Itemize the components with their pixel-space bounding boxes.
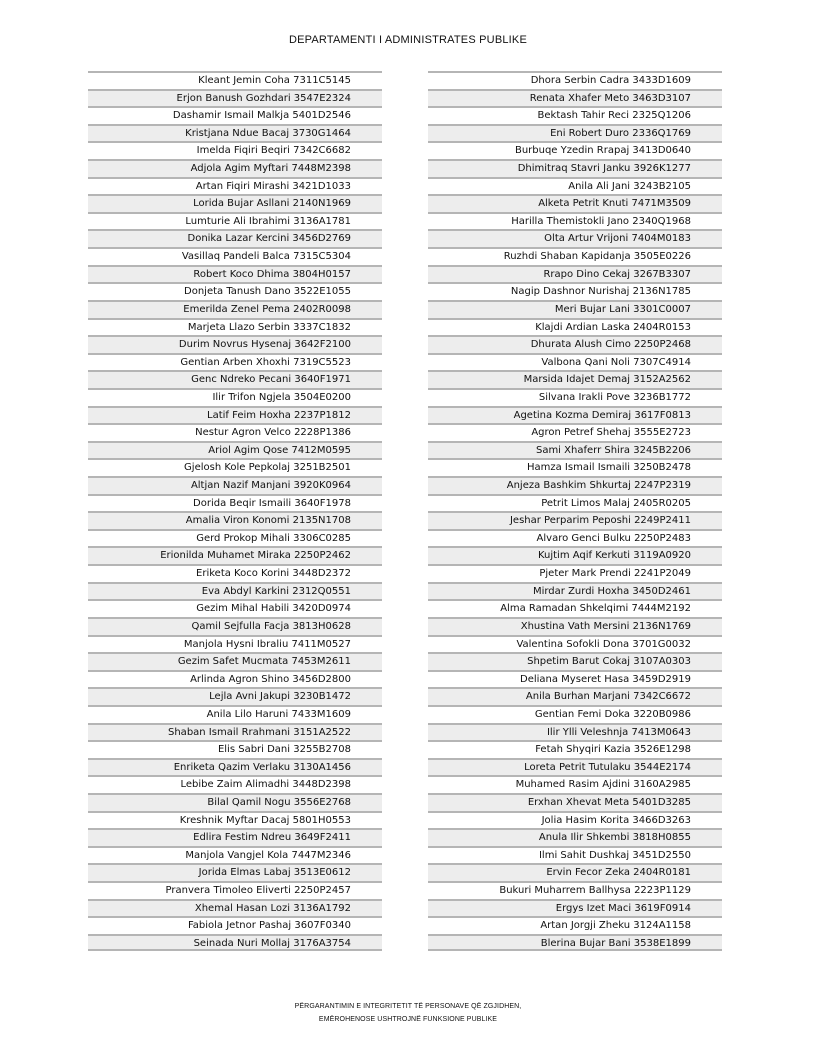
list-item: Manjola Hysni Ibraliu 7411M0527 <box>88 635 382 653</box>
list-item: Erjon Banush Gozhdari 3547E2324 <box>88 89 382 107</box>
right-name-column <box>428 71 722 951</box>
list-item: Ariol Agim Qose 7412M0595 <box>88 441 382 459</box>
page-title: DEPARTAMENTI I ADMINISTRATES PUBLIKE <box>288 34 528 46</box>
list-item: Donjeta Tanush Dano 3522E1055 <box>88 282 382 300</box>
list-item: Eriketa Koco Korini 3448D2372 <box>88 564 382 582</box>
list-item: Silvana Irakli Pove 3236B1772 <box>428 388 722 406</box>
list-item: Latif Feim Hoxha 2237P1812 <box>88 406 382 424</box>
list-item: Gezim Safet Mucmata 7453M2611 <box>88 652 382 670</box>
list-item: Vasillaq Pandeli Balca 7315C5304 <box>88 247 382 265</box>
list-item: Anila Burhan Marjani 7342C6672 <box>428 687 722 705</box>
list-item: Alma Ramadan Shkelqimi 7444M2192 <box>428 599 722 617</box>
list-item: Hamza Ismail Ismaili 3250B2478 <box>428 458 722 476</box>
list-item: Ergys Izet Maci 3619F0914 <box>428 899 722 917</box>
list-item: Valbona Qani Noli 7307C4914 <box>428 353 722 371</box>
list-item: Muhamed Rasim Ajdini 3160A2985 <box>428 775 722 793</box>
list-item: Anila Lilo Haruni 7433M1609 <box>88 705 382 723</box>
list-item: Rrapo Dino Cekaj 3267B3307 <box>428 265 722 283</box>
list-item: Gjelosh Kole Pepkolaj 3251B2501 <box>88 458 382 476</box>
list-item: Gentian Arben Xhoxhi 7319C5523 <box>88 353 382 371</box>
list-item: Kleant Jemin Coha 7311C5145 <box>88 71 382 89</box>
list-item: Kristjana Ndue Bacaj 3730G1464 <box>88 124 382 142</box>
list-item: Gerd Prokop Mihali 3306C0285 <box>88 529 382 547</box>
list-item: Marjeta Llazo Serbin 3337C1832 <box>88 318 382 336</box>
list-item: Bektash Tahir Reci 2325Q1206 <box>428 106 722 124</box>
list-item: Blerina Bujar Bani 3538E1899 <box>428 934 722 952</box>
list-item: Enriketa Qazim Verlaku 3130A1456 <box>88 758 382 776</box>
list-item: Xhemal Hasan Lozi 3136A1792 <box>88 899 382 917</box>
list-item: Jeshar Perparim Peposhi 2249P2411 <box>428 511 722 529</box>
list-item: Bilal Qamil Nogu 3556E2768 <box>88 793 382 811</box>
list-item: Amalia Viron Konomi 2135N1708 <box>88 511 382 529</box>
list-item: Shpetim Barut Cokaj 3107A0303 <box>428 652 722 670</box>
list-item: Mirdar Zurdi Hoxha 3450D2461 <box>428 582 722 600</box>
list-item: Ilir Trifon Ngjela 3504E0200 <box>88 388 382 406</box>
list-item: Kujtim Aqif Kerkuti 3119A0920 <box>428 546 722 564</box>
list-item: Jolia Hasim Korita 3466D3263 <box>428 811 722 829</box>
list-item: Manjola Vangjel Kola 7447M2346 <box>88 846 382 864</box>
list-item: Valentina Sofokli Dona 3701G0032 <box>428 635 722 653</box>
list-item: Nestur Agron Velco 2228P1386 <box>88 423 382 441</box>
list-item: Xhustina Vath Mersini 2136N1769 <box>428 617 722 635</box>
list-item: Arlinda Agron Shino 3456D2800 <box>88 670 382 688</box>
list-item: Klajdi Ardian Laska 2404R0153 <box>428 318 722 336</box>
list-item: Burbuqe Yzedin Rrapaj 3413D0640 <box>428 141 722 159</box>
list-item: Gezim Mihal Habili 3420D0974 <box>88 599 382 617</box>
list-item: Alketa Petrit Knuti 7471M3509 <box>428 194 722 212</box>
list-item: Anila Ali Jani 3243B2105 <box>428 177 722 195</box>
list-item: Renata Xhafer Meto 3463D3107 <box>428 89 722 107</box>
left-name-column <box>88 71 382 951</box>
list-item: Dhora Serbin Cadra 3433D1609 <box>428 71 722 89</box>
list-item: Ruzhdi Shaban Kapidanja 3505E0226 <box>428 247 722 265</box>
list-item: Pjeter Mark Prendi 2241P2049 <box>428 564 722 582</box>
list-item: Dorida Beqir Ismaili 3640F1978 <box>88 494 382 512</box>
list-item: Qamil Sejfulla Facja 3813H0628 <box>88 617 382 635</box>
list-item: Harilla Themistokli Jano 2340Q1968 <box>428 212 722 230</box>
list-item: Sami Xhaferr Shira 3245B2206 <box>428 441 722 459</box>
list-item: Petrit Limos Malaj 2405R0205 <box>428 494 722 512</box>
list-item: Robert Koco Dhima 3804H0157 <box>88 265 382 283</box>
list-item: Artan Jorgji Zheku 3124A1158 <box>428 916 722 934</box>
footer-line-2: EMËROHENOSE USHTROJNË FUNKSIONE PUBLIKE <box>318 1016 498 1023</box>
list-item: Agron Petref Shehaj 3555E2723 <box>428 423 722 441</box>
list-item: Elis Sabri Dani 3255B2708 <box>88 740 382 758</box>
list-item: Edlira Festim Ndreu 3649F2411 <box>88 828 382 846</box>
list-item: Shaban Ismail Rrahmani 3151A2522 <box>88 723 382 741</box>
list-item: Ervin Fecor Zeka 2404R0181 <box>428 863 722 881</box>
list-item: Anjeza Bashkim Shkurtaj 2247P2319 <box>428 476 722 494</box>
list-item: Seinada Nuri Mollaj 3176A3754 <box>88 934 382 952</box>
list-item: Agetina Kozma Demiraj 3617F0813 <box>428 406 722 424</box>
list-item: Nagip Dashnor Nurishaj 2136N1785 <box>428 282 722 300</box>
list-item: Durim Novrus Hysenaj 3642F2100 <box>88 335 382 353</box>
list-item: Meri Bujar Lani 3301C0007 <box>428 300 722 318</box>
list-item: Alvaro Genci Bulku 2250P2483 <box>428 529 722 547</box>
list-item: Genc Ndreko Pecani 3640F1971 <box>88 370 382 388</box>
list-item: Imelda Fiqiri Beqiri 7342C6682 <box>88 141 382 159</box>
list-item: Donika Lazar Kercini 3456D2769 <box>88 229 382 247</box>
list-item: Artan Fiqiri Mirashi 3421D1033 <box>88 177 382 195</box>
list-item: Fetah Shyqiri Kazia 3526E1298 <box>428 740 722 758</box>
list-item: Altjan Nazif Manjani 3920K0964 <box>88 476 382 494</box>
list-item: Dhurata Alush Cimo 2250P2468 <box>428 335 722 353</box>
list-item: Anula Ilir Shkembi 3818H0855 <box>428 828 722 846</box>
list-item: Deliana Myseret Hasa 3459D2919 <box>428 670 722 688</box>
list-item: Lorida Bujar Asllani 2140N1969 <box>88 194 382 212</box>
list-item: Erionilda Muhamet Miraka 2250P2462 <box>88 546 382 564</box>
list-item: Erxhan Xhevat Meta 5401D3285 <box>428 793 722 811</box>
list-item: Loreta Petrit Tutulaku 3544E2174 <box>428 758 722 776</box>
list-item: Kreshnik Myftar Dacaj 5801H0553 <box>88 811 382 829</box>
list-item: Lebibe Zaim Alimadhi 3448D2398 <box>88 775 382 793</box>
list-item: Lumturie Ali Ibrahimi 3136A1781 <box>88 212 382 230</box>
list-item: Ilir Ylli Veleshnja 7413M0643 <box>428 723 722 741</box>
list-item: Emerilda Zenel Pema 2402R0098 <box>88 300 382 318</box>
list-item: Eni Robert Duro 2336Q1769 <box>428 124 722 142</box>
list-item: Gentian Femi Doka 3220B0986 <box>428 705 722 723</box>
list-item: Dhimitraq Stavri Janku 3926K1277 <box>428 159 722 177</box>
list-item: Lejla Avni Jakupi 3230B1472 <box>88 687 382 705</box>
list-item: Marsida Idajet Demaj 3152A2562 <box>428 370 722 388</box>
list-item: Adjola Agim Myftari 7448M2398 <box>88 159 382 177</box>
list-item: Olta Artur Vrijoni 7404M0183 <box>428 229 722 247</box>
list-item: Dashamir Ismail Malkja 5401D2546 <box>88 106 382 124</box>
list-item: Pranvera Timoleo Eliverti 2250P2457 <box>88 881 382 899</box>
list-item: Eva Abdyl Karkini 2312Q0551 <box>88 582 382 600</box>
list-item: Bukuri Muharrem Ballhysa 2223P1129 <box>428 881 722 899</box>
footer-line-1: PËRGARANTIMIN E INTEGRITETIT TË PERSONAVE QË ZGJIDHEN, <box>294 1003 522 1010</box>
footer <box>0 1000 816 1026</box>
list-item: Ilmi Sahit Dushkaj 3451D2550 <box>428 846 722 864</box>
list-item: Jorida Elmas Labaj 3513E0612 <box>88 863 382 881</box>
list-item: Fabiola Jetnor Pashaj 3607F0340 <box>88 916 382 934</box>
